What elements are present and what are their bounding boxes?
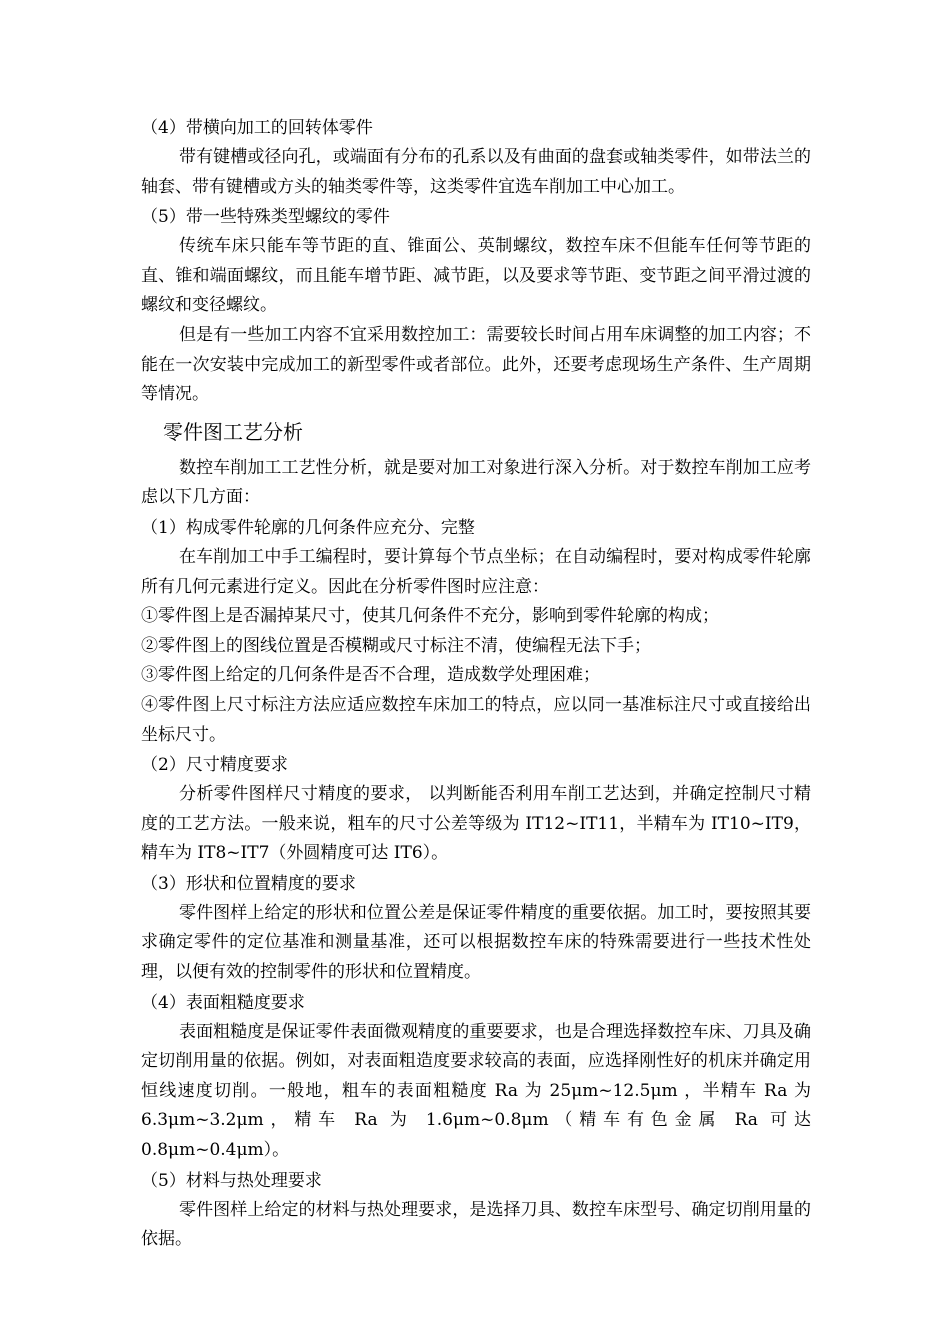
section-title: 零件图工艺分析 xyxy=(163,419,303,444)
heading-material-heat: （5）材料与热处理要求 xyxy=(141,1170,322,1191)
list-item: ③零件图上给定的几何条件是否不合理，造成数学处理困难； xyxy=(141,665,600,686)
list-item: ④零件图上尺寸标注方法应适应数控车床加工的特点，应以同一基准标注尺寸或直接给出坐标尺寸。 xyxy=(141,694,811,745)
list-item: ①零件图上是否漏掉某尺寸，使其几何条件不充分，影响到零件轮廓的构成； xyxy=(141,606,719,627)
list-item: ②零件图上的图线位置是否模糊或尺寸标注不清，使编程无法下手； xyxy=(141,635,651,656)
heading-surface-roughness: （4）表面粗糙度要求 xyxy=(141,992,305,1013)
paragraph-unsuitable-content: 但是有一些加工内容不宜采用数控加工：需要较长时间占用车床调整的加工内容；不能在一次安装中完成加工的新型零件或者部位。此外，还要考虑现场生产条件、生产周期等情况。 xyxy=(141,324,811,405)
heading-dimension-accuracy: （2）尺寸精度要求 xyxy=(141,755,288,776)
heading-geometry-conditions: （1）构成零件轮廓的几何条件应充分、完整 xyxy=(141,517,475,538)
document-body xyxy=(141,113,811,1255)
paragraph-material-heat: 零件图样上给定的材料与热处理要求，是选择刀具、数控车床型号、确定切削用量的依据。 xyxy=(141,1199,811,1250)
paragraph-surface-roughness: 表面粗糙度是保证零件表面微观精度的重要要求，也是合理选择数控车床、刀具及确定切削用量的依据。例如，对表面粗造度要求较高的表面，应选择刚性好的机床并确定用恒线速度切削。一般地，粗车的表面粗糙度 Ra 为 25μm~12.5μm ，半精车 Ra 为 6.3μm~3.2μm，精车 Ra 为 1.6μm~0.8μm（精车有色金属 Ra 可达 0.8μm~0.4μm）。 xyxy=(141,1021,811,1161)
paragraph-intro: 数控车削加工工艺性分析，就是要对加工对象进行深入分析。对于数控车削加工应考虑以下几方面： xyxy=(141,457,811,508)
paragraph-geometry-conditions: 在车削加工中手工编程时，要计算每个节点坐标；在自动编程时，要对构成零件轮廓所有几何元素进行定义。因此在分析零件图时应注意： xyxy=(141,546,811,597)
paragraph-dimension-accuracy: 分析零件图样尺寸精度的要求， 以判断能否利用车削工艺达到，并确定控制尺寸精度的工艺方法。一般来说，粗车的尺寸公差等级为 IT12~IT11，半精车为 IT10~IT9，精车为 IT8~IT7（外圆精度可达 IT6）。 xyxy=(141,784,811,864)
heading-form-position: （3）形状和位置精度的要求 xyxy=(141,873,356,894)
paragraph-form-position: 零件图样上给定的形状和位置公差是保证零件精度的重要依据。加工时，要按照其要求确定零件的定位基准和测量基准，还可以根据数控车床的特殊需要进行一些技术性处理，以便有效的控制零件的形状和位置精度。 xyxy=(141,902,811,983)
paragraph-rotary-parts: 带有键槽或径向孔，或端面有分布的孔系以及有曲面的盘套或轴类零件，如带法兰的轴套、带有键槽或方头的轴类零件等，这类零件宜选车削加工中心加工。 xyxy=(141,147,811,197)
heading-special-threads: （5）带一些特殊类型螺纹的零件 xyxy=(141,207,390,228)
paragraph-special-threads: 传统车床只能车等节距的直、锥面公、英制螺纹，数控车床不但能车任何等节距的直、锥和端面螺纹，而且能车增节距、减节距，以及要求等节距、变节距之间平滑过渡的螺纹和变径螺纹。 xyxy=(141,236,811,316)
heading-rotary-parts: （4）带横向加工的回转体零件 xyxy=(141,118,373,138)
